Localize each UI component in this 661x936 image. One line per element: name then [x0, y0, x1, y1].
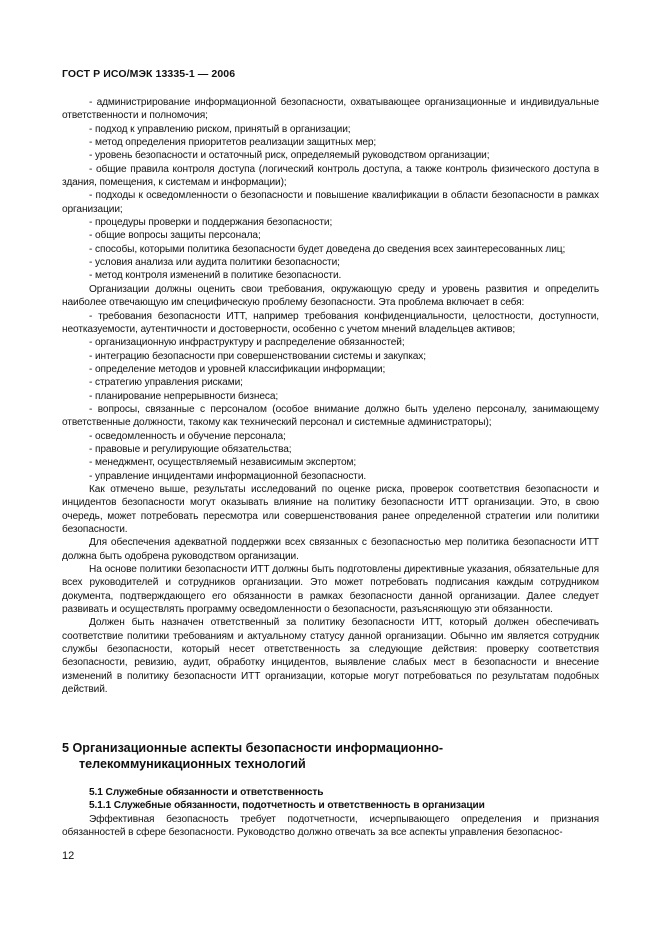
paragraph: - требования безопасности ИТТ, например требования конфиденциальности, целостности, доступности, неотказуемости, аутентичности и достоверности, особенно с учетом мнений владельцев активов; [62, 310, 599, 335]
paragraph: Эффективная безопасность требует подотчетности, исчерпывающего определения и признания обязанностей в сфере безопасности. Руководство должно отвечать за все аспекты управления безопаснос- [62, 813, 599, 839]
paragraph: - метод контроля изменений в политике безопасности. [89, 270, 342, 282]
paragraph: - подход к управлению риском, принятый в организации; [89, 123, 351, 135]
paragraph: - правовые и регулирующие обязательства; [89, 443, 292, 455]
paragraph: - осведомленность и обучение персонала; [89, 430, 286, 442]
paragraph: - метод определения приоритетов реализации защитных мер; [89, 137, 377, 149]
section-heading [62, 740, 599, 772]
paragraph: - подходы к осведомленности о безопасности и повышение квалификации в области безопасности в рамках организации; [62, 190, 599, 215]
paragraph: - процедуры проверки и поддержания безопасности; [89, 217, 333, 229]
paragraph: - менеджмент, осуществляемый независимым экспертом; [89, 457, 357, 469]
paragraph: - общие правила контроля доступа (логический контроль доступа, а также контроль физического доступа в здания, помещения, к системам и информации); [62, 163, 599, 189]
paragraph: Для обеспечения адекватной поддержки всех связанных с безопасностью мер политика безопасности ИТТ должна быть одобрена руководством организации. [62, 537, 599, 562]
paragraph: Организации должны оценить свои требования, окружающую среду и уровень развития и определить наиболее отвечающую им специфическую проблему безопасности. Эта проблема включает в себя: [62, 283, 599, 309]
subsubsection-heading: 5.1.1 Служебные обязанности, подотчетность и ответственность в организации [89, 800, 485, 812]
paragraph: Как отмечено выше, результаты исследований по оценке риска, проверок соответствия безопасности и инцидентов безопасности могут оказывать влияние на политику безопасности ИТТ организации. Это, в свою очередь, может потребовать пересмотра или совершенствования ранее определенной стратегии или политики безопасности. [62, 483, 599, 535]
paragraph: - администрирование информационной безопасности, охватывающее организационные и индивидуальные ответственности и полномочия; [62, 97, 599, 122]
paragraph: Должен быть назначен ответственный за политику безопасности ИТТ, который должен обеспечивать соответствие политики требованиям и актуальному статусу данной организации. Обычно им является сотрудник службы безопасности, который несет ответственность за следующие действия: проверку соответствия безопасности, ревизию, аудит, обработку инцидентов, выявление слабых мест в безопасности и внесение изменений в политику безопасности ИТТ организации, которые могут потребоваться по результатам подобных действий. [62, 617, 599, 696]
paragraph: На основе политики безопасности ИТТ должны быть подготовлены директивные указания, обязательные для всех руководителей и сотрудников организации. Это может потребовать подписания каждым сотрудником документа, подтверждающего его обязанности в рамках безопасности данной организации. Далее следует развивать и осуществлять программу осведомленности о безопасности, разъясняющую эти обязанности. [62, 564, 599, 616]
document-header: ГОСТ Р ИСО/МЭК 13335-1 — 2006 [62, 68, 236, 80]
paragraph: - вопросы, связанные с персоналом (особое внимание должно быть уделено персоналу, занимающему ответственные должности, такому как технический персонал и системные администраторы); [62, 403, 599, 429]
paragraph: - интеграцию безопасности при совершенствовании системы и закупках; [89, 350, 426, 362]
paragraph: - организационную инфраструктуру и распределение обязанностей; [89, 337, 405, 349]
paragraph: - общие вопросы защиты персонала; [89, 230, 261, 242]
paragraph: - стратегию управления рисками; [89, 377, 243, 389]
body-text [62, 96, 599, 696]
paragraph: - определение методов и уровней классификации информации; [89, 363, 386, 375]
paragraph: - уровень безопасности и остаточный риск, определяемый руководством организации; [89, 150, 490, 162]
page-number: 12 [62, 850, 75, 862]
subsection-heading: 5.1 Служебные обязанности и ответственность [89, 787, 324, 798]
subsection-block [62, 786, 599, 839]
paragraph: - управление инцидентами информационной безопасности. [89, 470, 367, 482]
paragraph: - условия анализа или аудита политики безопасности; [89, 257, 340, 269]
section-heading-line: 5 Организационные аспекты безопасности информационно- [62, 741, 444, 755]
paragraph: - планирование непрерывности бизнеса; [89, 390, 279, 402]
section-heading-line: телекоммуникационных технологий [79, 757, 306, 771]
paragraph: - способы, которыми политика безопасности будет доведена до сведения всех заинтересованных лиц; [89, 243, 566, 255]
